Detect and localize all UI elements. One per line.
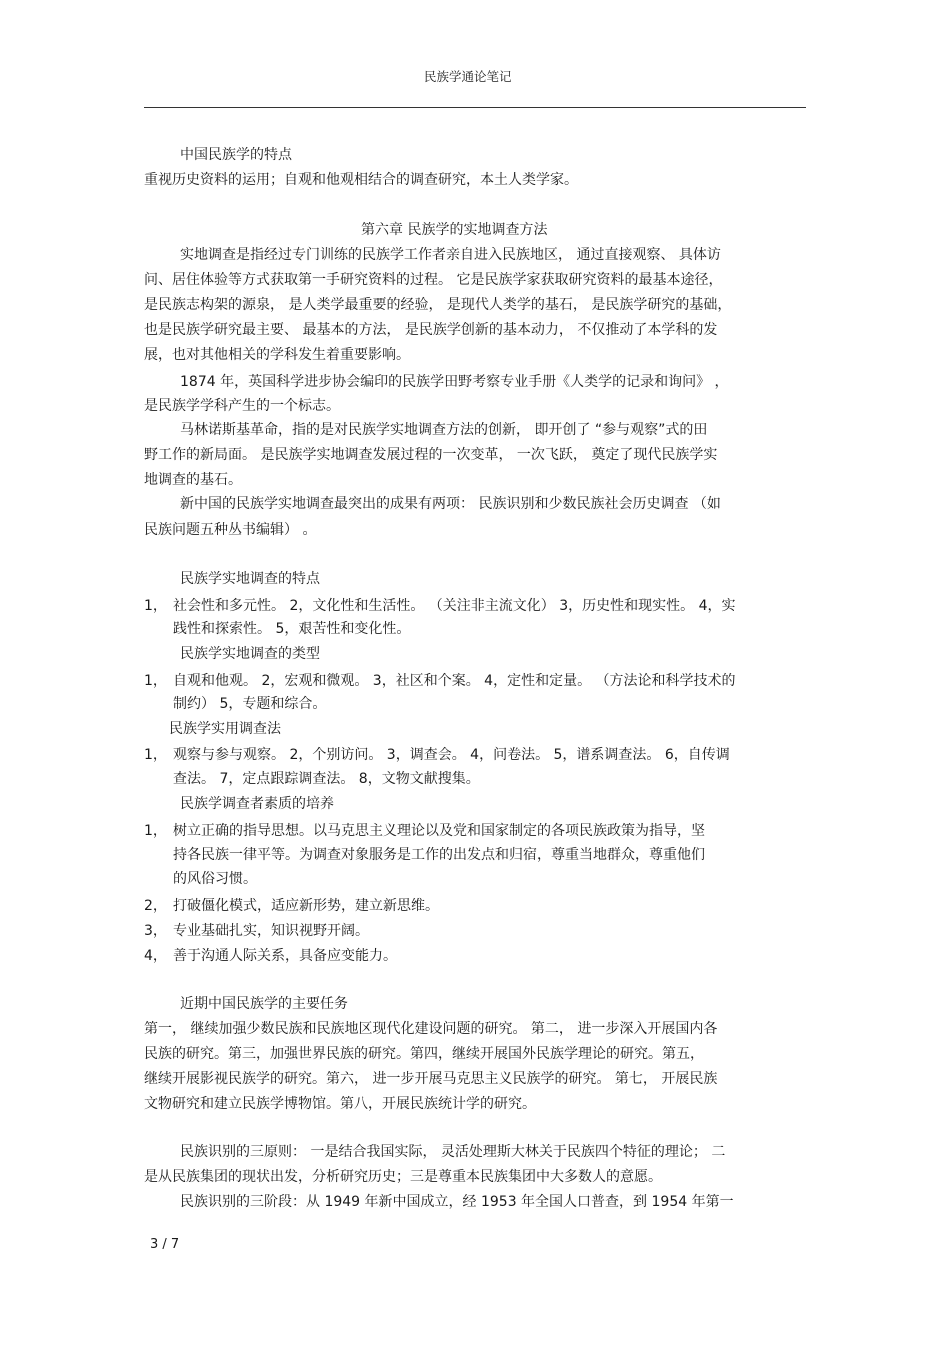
list-item-line: 观察与参与观察。 2，个别访问。 3，调查会。 4，问卷法。 5，谱系调查法。 6，自传调	[173, 747, 730, 763]
paragraph-line: 是从民族集团的现状出发，分析研究历史；三是尊重本民族集团中大多数人的意愿。	[144, 1169, 662, 1185]
paragraph-line: 实地调查是指经过专门训练的民族学工作者亲自进入民族地区， 通过直接观察、 具体访	[180, 247, 721, 263]
paragraph: 重视历史资料的运用；自观和他观相结合的调查研究，本土人类学家。	[144, 172, 578, 188]
list-item-line: 打破僵化模式，适应新形势，建立新思维。	[173, 898, 439, 914]
paragraph-line: 也是民族学研究最主要、 最基本的方法， 是民族学创新的基本动力， 不仅推动了本学科的发	[144, 322, 718, 338]
list-number: 4，	[144, 948, 167, 964]
list-number: 1，	[144, 823, 167, 839]
list-item-line: 践性和探索性。 5，艰苦性和变化性。	[173, 621, 411, 637]
list-item-line: 社会性和多元性。 2，文化性和生活性。 （关注非主流文化） 3，历史性和现实性。 4，实	[173, 598, 736, 614]
paragraph-line: 马林诺斯基革命，指的是对民族学实地调查方法的创新， 即开创了 “参与观察”式的田	[180, 422, 708, 438]
paragraph-line: 第一， 继续加强少数民族和民族地区现代化建设问题的研究。 第二， 进一步深入开展国内各	[144, 1021, 718, 1037]
paragraph-line: 展，也对其他相关的学科发生着重要影响。	[144, 347, 410, 363]
list-item-line: 查法。 7，定点跟踪调查法。 8，文物文献搜集。	[173, 771, 480, 787]
paragraph-line: 问、居住体验等方式获取第一手研究资料的过程。 它是民族学家获取研究资料的最基本途径，	[144, 272, 723, 288]
list-item-line: 自观和他观。 2，宏观和微观。 3，社区和个案。 4，定性和定量。 （方法论和科学技术的	[173, 673, 736, 689]
section-heading: 近期中国民族学的主要任务	[180, 996, 348, 1012]
paragraph-line: 民族问题五种丛书编辑） 。	[144, 522, 317, 538]
section-heading-features-cn: 中国民族学的特点	[180, 147, 292, 163]
section-heading: 民族学实用调查法	[169, 721, 281, 737]
paragraph-line: 是民族志构架的源泉， 是人类学最重要的经验， 是现代人类学的基石， 是民族学研究的基础，	[144, 297, 732, 313]
list-item-line: 善于沟通人际关系，具备应变能力。	[173, 948, 397, 964]
paragraph-line: 野工作的新局面。 是民族学实地调查发展过程的一次变革， 一次飞跃， 奠定了现代民族学实	[144, 447, 718, 463]
paragraph-line: 地调查的基石。	[144, 472, 242, 488]
paragraph-line: 是民族学学科产生的一个标志。	[144, 398, 340, 414]
paragraph-line: 民族识别的三原则： 一是结合我国实际， 灵活处理斯大林关于民族四个特征的理论； 二	[180, 1144, 726, 1160]
page-number: 3 / 7	[150, 1237, 180, 1252]
paragraph-line: 民族识别的三阶段：从 1949 年新中国成立，经 1953 年全国人口普查，到 1954 年第一	[180, 1194, 734, 1210]
list-item-line: 持各民族一律平等。为调查对象服务是工作的出发点和归宿，尊重当地群众，尊重他们	[173, 847, 705, 863]
list-number: 1，	[144, 598, 167, 614]
paragraph-line: 新中国的民族学实地调查最突出的成果有两项： 民族识别和少数民族社会历史调查 （如	[180, 496, 721, 512]
chapter-title: 第六章 民族学的实地调查方法	[361, 222, 548, 238]
paragraph-line: 继续开展影视民族学的研究。第六， 进一步开展马克思主义民族学的研究。 第七， 开展民族	[144, 1071, 718, 1087]
section-heading: 民族学实地调查的类型	[180, 646, 320, 662]
section-heading: 民族学调查者素质的培养	[180, 796, 334, 812]
list-item-line: 树立正确的指导思想。以马克思主义理论以及党和国家制定的各项民族政策为指导，坚	[173, 823, 705, 839]
section-heading: 民族学实地调查的特点	[180, 571, 320, 587]
list-number: 1，	[144, 747, 167, 763]
list-item-line: 制约） 5，专题和综合。	[173, 696, 327, 712]
paragraph-line: 文物研究和建立民族学博物馆。第八，开展民族统计学的研究。	[144, 1096, 536, 1112]
running-header: 民族学通论笔记	[424, 69, 512, 84]
list-item-line: 专业基础扎实，知识视野开阔。	[173, 923, 369, 939]
header-divider	[144, 107, 806, 108]
list-number: 3，	[144, 923, 167, 939]
paragraph-line: 民族的研究。第三，加强世界民族的研究。第四，继续开展国外民族学理论的研究。第五，	[144, 1046, 704, 1062]
list-item-line: 的风俗习惯。	[173, 871, 257, 887]
paragraph-line: 1874 年，英国科学进步协会编印的民族学田野考察专业手册《人类学的记录和询问》 ，	[180, 374, 729, 390]
list-number: 1，	[144, 673, 167, 689]
list-number: 2，	[144, 898, 167, 914]
